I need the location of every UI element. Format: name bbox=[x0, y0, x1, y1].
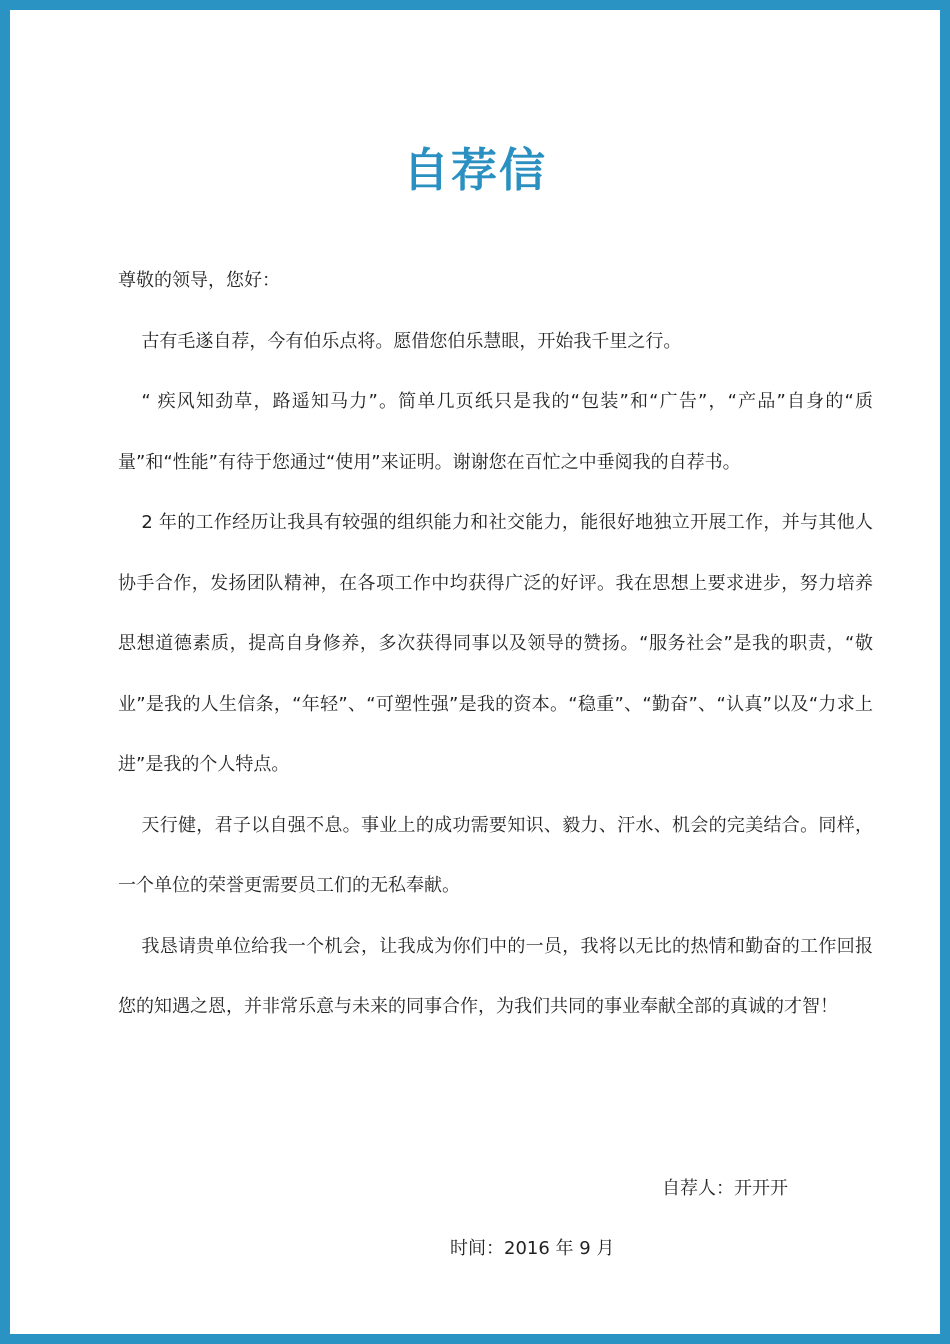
salutation: 尊敬的领导，您好： bbox=[118, 270, 280, 291]
signer-line: 自荐人：开开开 bbox=[662, 1178, 788, 1199]
paragraph-5: 我恳请贵单位给我一个机会，让我成为你们中的一员，我将以无比的热情和勤奋的工作回报您的知遇之恩，并非常乐意与未来的同事合作，为我们共同的事业奉献全部的真诚的才智！ bbox=[118, 935, 873, 1017]
date-line: 时间：2016 年 9 月 bbox=[450, 1238, 615, 1259]
paragraph-2: “ 疾风知劲草，路遥知马力”。简单几页纸只是我的“包装”和“广告”，“产品”自身的“质量”和“性能”有待于您通过“使用”来证明。谢谢您在百忙之中垂阅我的自荐书。 bbox=[118, 391, 873, 473]
letter-body bbox=[118, 251, 873, 1038]
paragraph-4: 天行健，君子以自强不息。事业上的成功需要知识、毅力、汗水、机会的完美结合。同样，一个单位的荣誉更需要员工们的无私奉献。 bbox=[118, 814, 873, 896]
paragraph-3: 2 年的工作经历让我具有较强的组织能力和社交能力，能很好地独立开展工作，并与其他人协手合作，发扬团队精神，在各项工作中均获得广泛的好评。我在思想上要求进步，努力培养思想道德素质，提高自身修养，多次获得同事以及领导的赞扬。“服务社会”是我的职责，“敬业”是我的人生信条，“年轻”、“可塑性强”是我的资本。“稳重”、“勤奋”、“认真”以及“力求上进”是我的个人特点。 bbox=[118, 512, 873, 775]
page-title: 自荐信 bbox=[403, 142, 547, 197]
paragraph-1: 古有毛遂自荐，今有伯乐点将。愿借您伯乐慧眼，开始我千里之行。 bbox=[141, 330, 682, 352]
